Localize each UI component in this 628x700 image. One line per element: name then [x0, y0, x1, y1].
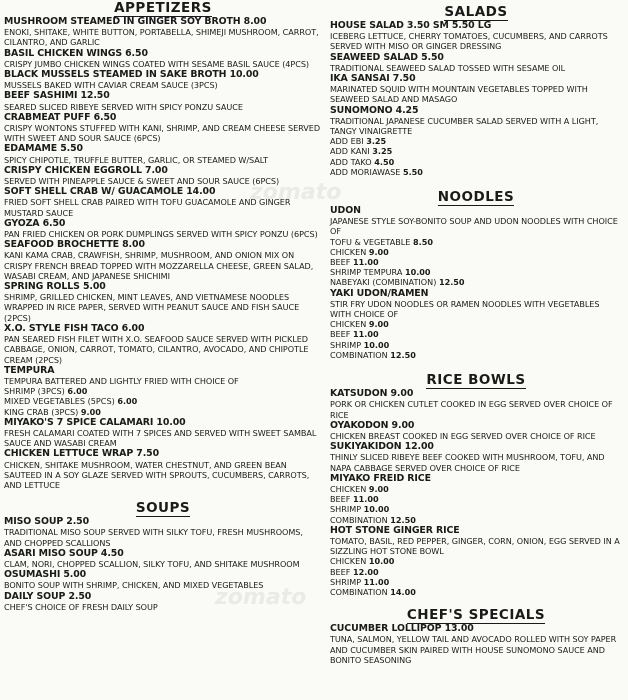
menu-item-option: SHRIMP TEMPURA 10.00 [330, 267, 431, 278]
section-heading: APPETIZERS [114, 0, 212, 16]
menu-item-option: CHICKEN 9.00 [330, 319, 389, 330]
menu-item [4, 516, 322, 548]
rice-bowls-section [330, 372, 622, 597]
menu-item-name: YAKI UDON/RAMEN [330, 287, 429, 299]
left-column [4, 0, 322, 612]
menu-item [4, 281, 322, 323]
menu-item-option: CHICKEN 9.00 [330, 483, 389, 494]
menu-item [4, 323, 322, 365]
menu-item-description: TEMPURA BATTERED AND LIGHTLY FRIED WITH CHOICE OF [4, 375, 239, 386]
noodles-title [330, 189, 622, 205]
menu-item-name: SUNOMONO 4.25 [330, 104, 419, 116]
menu-item-name: BASIL CHICKEN WINGS 6.50 [4, 47, 148, 59]
menu-item-description: ENOKI, SHITAKE, WHITE BUTTON, PORTABELLA, SHIMEJI MUSHROOM, CARROT, CILANTRO, AND GARLIC [4, 27, 319, 48]
menu-item-option: KING CRAB (3PCS) 9.00 [4, 406, 101, 417]
menu-item-description: CHICKEN BREAST COOKED IN EGG SERVED OVER CHOICE OF RICE [330, 430, 596, 441]
menu-item-description: CLAM, NORI, CHOPPED SCALLION, SILKY TOFU, AND SHITAKE MUSHROOM [4, 558, 300, 569]
menu-item-option: ADD KANI 3.25 [330, 146, 393, 157]
menu-item [330, 20, 622, 52]
menu-item-name: MISO SOUP 2.50 [4, 516, 90, 528]
menu-item [4, 69, 322, 90]
menu-item [330, 52, 622, 73]
menu-item-name: CRABMEAT PUFF 6.50 [4, 111, 117, 123]
appetizers-title [4, 0, 322, 16]
watermark-text: zomato [215, 585, 307, 610]
menu-item-description: FRESH CALAMARI COATED WITH 7 SPICES AND SERVED WITH SWEET SAMBAL SAUCE AND WASABI CREAM [4, 427, 317, 449]
menu-item [330, 525, 622, 597]
menu-item-description: PAN SEARED FISH FILET WITH X.O. SEAFOOD SAUCE SERVED WITH PICKLED CABBAGE, ONION, CARROT, TOMATO, CILANTRO, AVOCADO, AND CHIPOTLE CREAM (2PCS) [4, 334, 309, 365]
menu-item-description: SHRIMP, GRILLED CHICKEN, MINT LEAVES, AND VIETNAMESE NOODLES WRAPPED IN RICE PAPER, SERVED WITH PEANUT SAUCE AND FISH SAUCE (2PCS) [4, 292, 300, 323]
menu-item-description: KANI KAMA CRAB, CRAWFISH, SHRIMP, MUSHROOM, AND ONION MIX ON CRISPY FRENCH BREAD TOPPED WITH MOZZARELLA CHEESE, GREEN SALAD, WASABI CREAM, AND JAPANESE SHICHIMI [4, 250, 314, 281]
menu-item-description: MARINATED SQUID WITH MOUNTAIN VEGETABLES TOPPED WITH SEAWEED SALAD AND MASAGO [330, 84, 588, 105]
noodles-section [330, 189, 622, 360]
menu-item-name: CHICKEN LETTUCE WRAP 7.50 [4, 448, 159, 460]
menu-item-option: COMBINATION 12.50 [330, 349, 416, 360]
menu-item-option: ADD TAKO 4.50 [330, 156, 395, 167]
menu-item-description: TRADITIONAL SEAWEED SALAD TOSSED WITH SESAME OIL [330, 62, 566, 73]
menu-item-name: X.O. STYLE FISH TACO 6.00 [4, 322, 145, 334]
chefs-specials-title [330, 607, 622, 623]
menu-item-description: STIR FRY UDON NOODLES OR RAMEN NOODLES WITH VEGETABLES WITH CHOICE OF [330, 298, 600, 320]
menu-item [330, 473, 622, 525]
menu-item-name: MIYAKO FREID RICE [330, 472, 431, 484]
menu-item-description: TRADITIONAL MISO SOUP SERVED WITH SILKY TOFU, FRESH MUSHROOMS, AND CHOPPED SCALLIONS [4, 527, 303, 548]
section-heading: SOUPS [135, 500, 191, 517]
menu-item [4, 90, 322, 111]
menu-item [4, 48, 322, 69]
section-heading: NOODLES [437, 189, 515, 206]
chefs-specials-section [330, 607, 622, 665]
menu-item [4, 448, 322, 490]
menu-item-name: OSUMASHI 5.00 [4, 569, 87, 581]
menu-item [330, 420, 622, 441]
menu-item [4, 365, 322, 417]
menu-item-name: SOFT SHELL CRAB W/ GUACAMOLE 14.00 [4, 186, 216, 198]
menu-item-name: BLACK MUSSELS STEAMED IN SAKE BROTH 10.00 [4, 69, 259, 81]
menu-item-description: SERVED WITH PINEAPPLE SAUCE & SWEET AND SOUR SAUCE (6PCS) [4, 176, 280, 187]
watermark-text: zomato [250, 180, 342, 205]
menu-item-name: SEAFOOD BROCHETTE 8.00 [4, 239, 145, 251]
menu-item-description: TOMATO, BASIL, RED PEPPER, GINGER, CORN, ONION, EGG SERVED IN A SIZZLING HOT STONE BOWL [330, 535, 620, 557]
menu-item [330, 623, 622, 665]
menu-item-description: ICEBERG LETTUCE, CHERRY TOMATOES, CUCUMBERS, AND CARROTS SERVED WITH MISO OR GINGER DRESSING [330, 31, 608, 52]
menu-item-option: COMBINATION 14.00 [330, 586, 416, 597]
menu-item [4, 417, 322, 449]
right-column [330, 0, 622, 665]
menu-item-option: BEEF 11.00 [330, 494, 379, 505]
menu-item-option: CHICKEN 10.00 [330, 556, 395, 567]
menu-item-name: DAILY SOUP 2.50 [4, 590, 92, 602]
menu-item-description: THINLY SLICED RIBEYE BEEF COOKED WITH MUSHROOM, TOFU, AND NAPA CABBAGE SERVED OVER CHOICE OF RICE [330, 452, 605, 473]
menu-item-description: TUNA, SALMON, YELLOW TAIL AND AVOCADO ROLLED WITH SOY PAPER AND CUCUMBER SKIN PAIRED WITH HOUSE SUNOMONO SAUCE AND BONITO SEASONING [330, 634, 617, 665]
menu-item-name: UDON [330, 205, 361, 217]
menu-item-name: KATSUDON 9.00 [330, 388, 414, 400]
menu-item-name: SEAWEED SALAD 5.50 [330, 51, 444, 63]
menu-item-description: CHICKEN, SHITAKE MUSHROOM, WATER CHESTNUT, AND GREEN BEAN SAUTEED IN A SOY GLAZE SERVED WITH SPROUTS, CUCUMBERS, CARROTS, AND LETTUCE [4, 459, 310, 490]
menu-item-name: CRISPY CHICKEN EGGROLL 7.00 [4, 164, 168, 176]
menu-item [4, 16, 322, 48]
menu-item-name: MIYAKO'S 7 SPICE CALAMARI 10.00 [4, 416, 186, 428]
menu-item-name: TEMPURA [4, 364, 55, 376]
menu-item-name: BEEF SASHIMI 12.50 [4, 90, 110, 102]
menu-item-name: MUSHROOM STEAMED IN GINGER SOY BROTH 8.00 [4, 16, 267, 27]
menu-item-name: ASARI MISO SOUP 4.50 [4, 547, 124, 559]
menu-item-option: BEEF 12.00 [330, 566, 379, 577]
menu-item-option: SHRIMP (3PCS) 6.00 [4, 386, 88, 397]
salads-title [330, 4, 622, 20]
menu-item-description: PORK OR CHICKEN CUTLET COOKED IN EGG SERVED OVER CHOICE OF RICE [330, 399, 613, 420]
menu-item-name: SUKIYAKIDON 12.00 [330, 441, 434, 453]
menu-item-description: SEARED SLICED RIBEYE SERVED WITH SPICY PONZU SAUCE [4, 101, 243, 112]
menu-item [4, 112, 322, 144]
soups-title [4, 500, 322, 516]
menu-item [4, 548, 322, 569]
menu-item [330, 205, 622, 288]
menu-item-description: FRIED SOFT SHELL CRAB PAIRED WITH TOFU GUACAMOLE AND GINGER MUSTARD SAUCE [4, 197, 291, 218]
menu-item [4, 218, 322, 239]
menu-item [330, 105, 622, 177]
menu-item-description: MUSSELS BAKED WITH CAVIAR CREAM SAUCE (3PCS) [4, 80, 218, 91]
menu-item [330, 73, 622, 105]
section-heading: CHEF'S SPECIALS [406, 607, 546, 624]
menu-item-name: OYAKODON 9.00 [330, 419, 415, 431]
menu-item-option: SHRIMP 10.00 [330, 339, 390, 350]
menu-item-option: BEEF 11.00 [330, 329, 379, 340]
menu-item-option: ADD EBI 3.25 [330, 136, 387, 147]
menu-item-option: BEEF 11.00 [330, 257, 379, 268]
menu-item [330, 441, 622, 473]
menu-item-description: CRISPY WONTONS STUFFED WITH KANI, SHRIMP, AND CREAM CHEESE SERVED WITH SWEET AND SOUR SAUCE (6PCS) [4, 123, 321, 144]
menu-item-option: ADD MORIAWASE 5.50 [330, 166, 423, 177]
menu-item-option: COMBINATION 12.50 [330, 514, 416, 525]
menu-item [4, 143, 322, 164]
menu-item-option: SHRIMP 10.00 [330, 504, 390, 515]
menu-item [330, 288, 622, 360]
section-heading: SALADS [444, 4, 508, 20]
menu-item-description: CHEF'S CHOICE OF FRESH DAILY SOUP [4, 601, 158, 612]
menu-item-description: TRADITIONAL JAPANESE CUCUMBER SALAD SERVED WITH A LIGHT, TANGY VINAIGRETTE [330, 115, 599, 137]
menu-item-name: IKA SANSAI 7.50 [330, 73, 416, 85]
appetizers-section [4, 0, 322, 490]
rice-bowls-title [330, 372, 622, 388]
menu-item [4, 239, 322, 281]
menu-item-description: CRISPY JUMBO CHICKEN WINGS COATED WITH SESAME BASIL SAUCE (4PCS) [4, 58, 310, 69]
menu-item-option: CHICKEN 9.00 [330, 246, 389, 257]
menu-item-option: MIXED VEGETABLES (5PCS) 6.00 [4, 396, 138, 407]
salads-section [330, 4, 622, 177]
menu-item-name: CUCUMBER LOLLIPOP 13.00 [330, 623, 474, 635]
menu-item-description: BONITO SOUP WITH SHRIMP, CHICKEN, AND MIXED VEGETABLES [4, 580, 264, 591]
menu-item-name: HOUSE SALAD 3.50 SM 5.50 LG [330, 20, 492, 31]
menu-item-name: EDAMAME 5.50 [4, 143, 83, 155]
menu-item-option: SHRIMP 11.00 [330, 576, 390, 587]
menu-item-description: PAN FRIED CHICKEN OR PORK DUMPLINGS SERVED WITH SPICY PONZU (6PCS) [4, 229, 318, 240]
menu-item-option: NABEYAKI (COMBINATION) 12.50 [330, 277, 465, 288]
menu-item-name: HOT STONE GINGER RICE [330, 524, 460, 536]
menu-item [330, 388, 622, 420]
menu-item-name: SPRING ROLLS 5.00 [4, 281, 106, 293]
menu-item-name: GYOZA 6.50 [4, 217, 66, 229]
section-heading: RICE BOWLS [426, 372, 526, 389]
menu-item-description: SPICY CHIPOTLE, TRUFFLE BUTTER, GARLIC, OR STEAMED W/SALT [4, 154, 268, 165]
menu-item-option: TOFU & VEGETABLE 8.50 [330, 236, 433, 247]
menu-item-description: JAPANESE STYLE SOY-BONITO SOUP AND UDON NOODLES WITH CHOICE OF [330, 216, 618, 237]
